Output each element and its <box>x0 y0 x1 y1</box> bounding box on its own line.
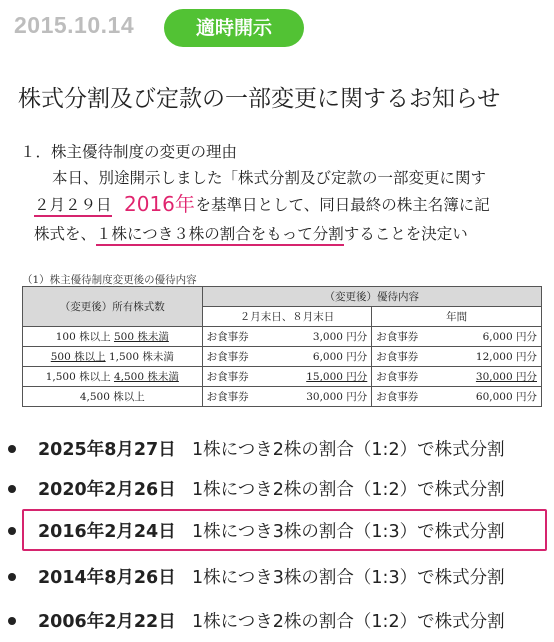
bullet-icon <box>8 573 16 581</box>
semiannual-cell: お食事券 30,000 円分 <box>202 387 372 407</box>
split-description: 1株につき2株の割合（1:2）で株式分割 <box>192 440 505 460</box>
bullet-icon <box>8 617 16 625</box>
benefit-table <box>22 286 542 407</box>
disclosure-badge[interactable]: 適時開示 <box>164 9 304 47</box>
split-description: 1株につき2株の割合（1:2）で株式分割 <box>192 612 505 632</box>
shares-cell: 500 株以上 1,500 株未満 <box>23 347 203 367</box>
list-item <box>0 558 554 598</box>
table-header-shares: （変更後）所有株式数 <box>23 287 203 327</box>
table-row <box>23 367 542 387</box>
semiannual-cell: お食事券 3,000 円分 <box>202 327 372 347</box>
table-subheader-annual: 年間 <box>372 307 542 327</box>
semiannual-cell: お食事券 15,000 円分 <box>202 367 372 387</box>
annual-cell: お食事券 60,000 円分 <box>372 387 542 407</box>
doc-line-1: 本日、別途開示しました「株式分割及び定款の一部変更に関す <box>52 169 487 187</box>
section-heading: １．株主優待制度の変更の理由 <box>20 143 238 161</box>
record-date: ２月２９日 <box>34 196 112 217</box>
split-date: 2020年2月26日 <box>38 480 176 500</box>
split-description: 1株につき2株の割合（1:2）で株式分割 <box>192 480 505 500</box>
handwritten-year-note: 2016年 <box>124 192 195 216</box>
table-subheader-semiannual: ２月末日、８月末日 <box>202 307 372 327</box>
table-caption: （1）株主優待制度変更後の優待内容 <box>22 274 197 286</box>
bullet-icon <box>8 527 16 535</box>
table-row <box>23 347 542 367</box>
table-row <box>23 327 542 347</box>
split-date: 2025年8月27日 <box>38 440 176 460</box>
split-date: 2006年2月22日 <box>38 612 176 632</box>
list-item <box>0 512 554 552</box>
shares-cell: 4,500 株以上 <box>23 387 203 407</box>
split-date: 2014年8月26日 <box>38 568 176 588</box>
doc-line-3 <box>34 222 468 244</box>
split-ratio-text: １株につき３株の割合をもって分割 <box>96 225 344 246</box>
doc-line-2-rest: を基準日として、同日最終の株主名簿に記 <box>195 196 490 214</box>
list-item <box>0 602 554 642</box>
table-row <box>23 387 542 407</box>
doc-line-3-start: 株式を、 <box>34 225 97 243</box>
bullet-icon <box>8 485 16 493</box>
shares-cell: 100 株以上 500 株未満 <box>23 327 203 347</box>
annual-cell: お食事券 30,000 円分 <box>372 367 542 387</box>
doc-line-2 <box>34 193 490 215</box>
document-excerpt <box>0 136 554 436</box>
doc-line-3-end: することを決定い <box>343 225 468 243</box>
list-item <box>0 470 554 510</box>
split-date: 2016年2月24日 <box>38 522 176 542</box>
table-header-benefit: （変更後）優待内容 <box>202 287 541 307</box>
list-item <box>0 430 554 470</box>
bullet-icon <box>8 445 16 453</box>
shares-cell: 1,500 株以上 4,500 株未満 <box>23 367 203 387</box>
annual-cell: お食事券 12,000 円分 <box>372 347 542 367</box>
annual-cell: お食事券 6,000 円分 <box>372 327 542 347</box>
split-description: 1株につき3株の割合（1:3）で株式分割 <box>192 522 505 542</box>
page-title: 株式分割及び定款の一部変更に関するお知らせ <box>18 86 501 112</box>
split-description: 1株につき3株の割合（1:3）で株式分割 <box>192 568 505 588</box>
release-date: 2015.10.14 <box>14 12 135 38</box>
semiannual-cell: お食事券 6,000 円分 <box>202 347 372 367</box>
